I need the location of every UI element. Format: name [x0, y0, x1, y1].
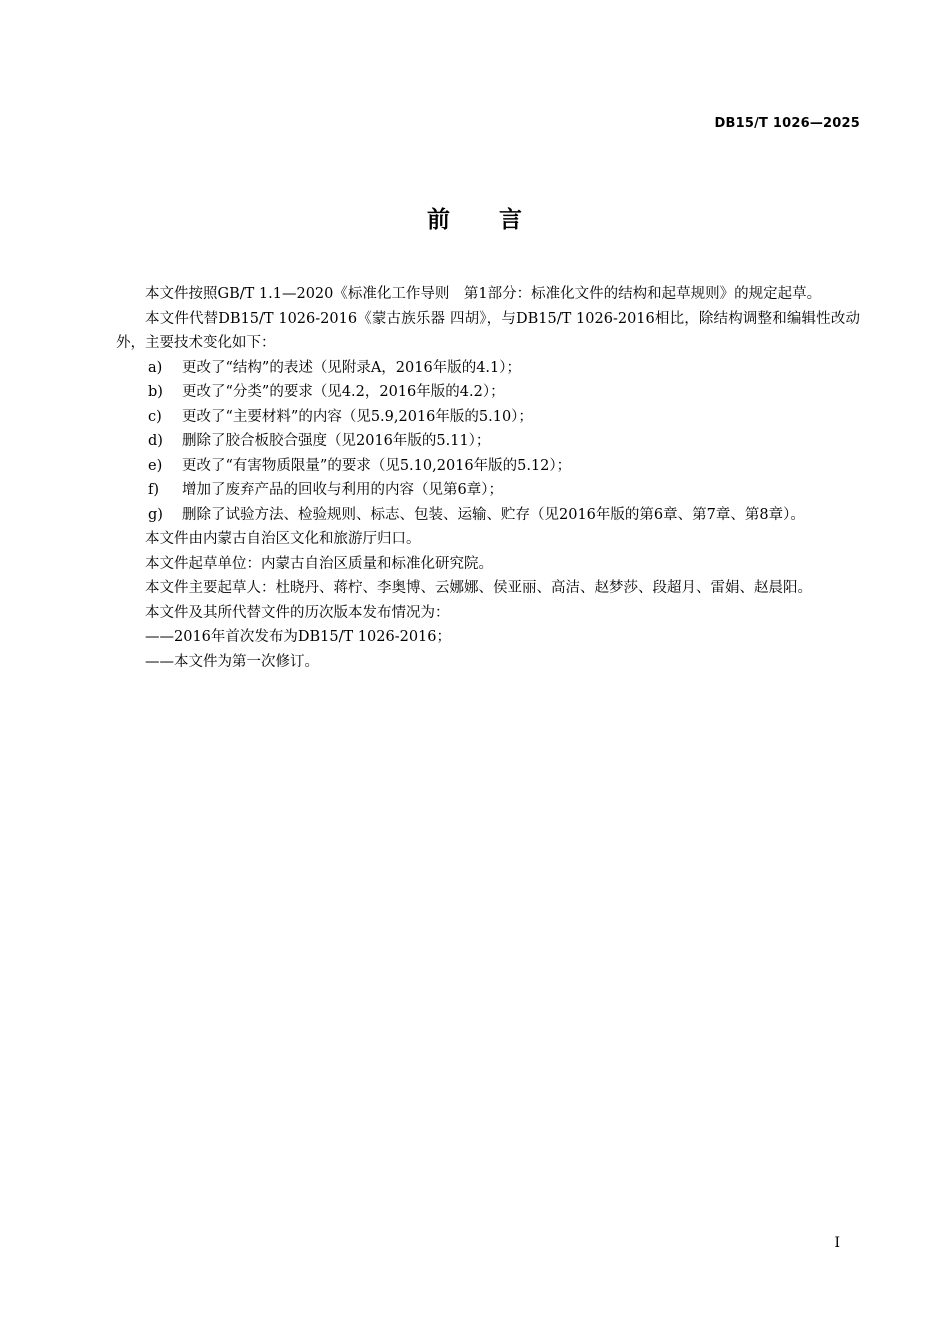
list-item-text: 更改了“分类”的要求（见4.2，2016年版的4.2）； — [182, 384, 505, 400]
list-item-text: 更改了“主要材料”的内容（见5.9,2016年版的5.10）； — [182, 408, 533, 425]
list-item — [116, 478, 860, 503]
list-item — [116, 454, 860, 479]
list-item — [116, 356, 860, 381]
paragraph-version-history: 本文件及其所代替文件的历次版本发布情况为： — [145, 604, 450, 621]
document-code: DB15/T 1026—2025 — [714, 116, 860, 131]
list-marker: e) — [148, 457, 163, 474]
page-number: I — [834, 1235, 840, 1251]
list-marker: f) — [148, 482, 160, 498]
list-marker: b) — [148, 384, 163, 400]
list-item-text: 更改了“结构”的表述（见附录A，2016年版的4.1）； — [182, 359, 522, 376]
list-item — [116, 503, 860, 528]
list-item — [116, 429, 860, 454]
list-marker: g) — [148, 506, 163, 523]
paragraph-drafting-rules: 本文件按照GB/T 1.1—2020《标准化工作导则 第1部分：标准化文件的结构和起草规则》的规定起草。 — [145, 286, 822, 302]
paragraph-drafters: 本文件主要起草人：杜晓丹、蒋柠、李奥博、云娜娜、侯亚丽、高洁、赵梦莎、段超月、雷娟、赵晨阳。 — [145, 580, 812, 596]
paragraph-replacement: 本文件代替DB15/T 1026-2016《蒙古族乐器 四胡》，与DB15/T 1026-2016相比，除结构调整和编辑性改动外，主要技术变化如下： — [116, 310, 860, 351]
paragraph-drafting-unit: 本文件起草单位：内蒙古自治区质量和标准化研究院。 — [145, 555, 493, 572]
list-item-text: 删除了胶合板胶合强度（见2016年版的5.11）； — [182, 433, 491, 449]
history-entry: ——2016年首次发布为DB15/T 1026-2016； — [145, 629, 452, 645]
list-item-text: 删除了试验方法、检验规则、标志、包装、运输、贮存（见2016年版的第6章、第7章、第8章）。 — [182, 506, 805, 523]
list-marker: a) — [148, 359, 163, 376]
list-marker: c) — [148, 408, 162, 425]
paragraph-competent-authority: 本文件由内蒙古自治区文化和旅游厅归口。 — [145, 531, 421, 547]
foreword-body — [116, 282, 860, 674]
list-item — [116, 380, 860, 405]
list-item — [116, 405, 860, 430]
page-title: 前 言 — [427, 207, 523, 233]
list-item-text: 增加了废弃产品的回收与利用的内容（见第6章）； — [182, 482, 503, 498]
history-entry: ——本文件为第一次修订。 — [145, 653, 319, 670]
list-marker: d) — [148, 433, 163, 449]
list-item-text: 更改了“有害物质限量”的要求（见5.10,2016年版的5.12）； — [182, 457, 572, 474]
